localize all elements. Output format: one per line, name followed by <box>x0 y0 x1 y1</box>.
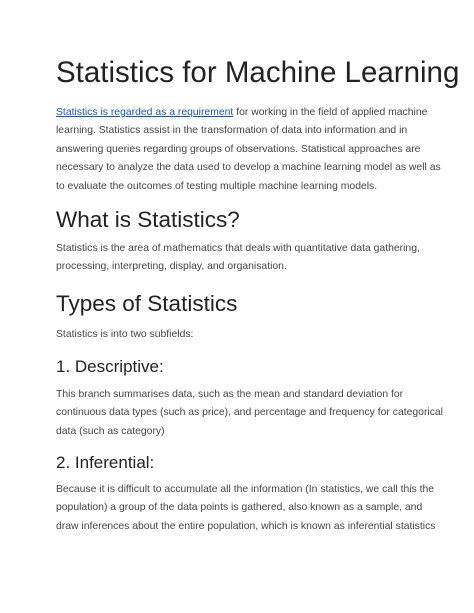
paragraph-line: draw inferences about the entire population, which is known as inferential statistics <box>56 520 436 532</box>
types-of-statistics-heading: Types of Statistics <box>56 291 238 316</box>
paragraph-line: Because it is difficult to accumulate all the information (In statistics, we call this the <box>56 484 435 495</box>
intro-line: to evaluate the outcomes of testing multiple machine learning models. <box>56 180 378 192</box>
intro-line-1 <box>56 104 441 122</box>
descriptive-paragraph <box>56 386 443 441</box>
types-of-statistics-paragraph <box>56 326 193 344</box>
inferential-heading: 2. Inferential: <box>56 453 155 472</box>
paragraph-line: continuous data types (such as price), and percentage and frequency for categorical <box>56 407 443 419</box>
intro-paragraph <box>56 104 441 196</box>
inferential-paragraph <box>56 481 435 536</box>
paragraph-line: Statistics is the area of mathematics that deals with quantitative data gathering, <box>56 243 420 254</box>
paragraph-line: data (such as category) <box>56 425 165 437</box>
paragraph-line: processing, interpreting, display, and organisation. <box>56 261 287 273</box>
requirement-link[interactable]: Statistics is regarded as a requirement <box>56 107 234 118</box>
what-is-statistics-paragraph <box>56 240 420 277</box>
intro-line: necessary to analyze the data used to develop a machine learning model as well as <box>56 162 441 174</box>
descriptive-heading: 1. Descriptive: <box>56 357 164 376</box>
intro-line: learning. Statistics assist in the transformation of data into information and in <box>56 125 408 137</box>
paragraph-line: population) a group of the data points is gathered, also known as a sample, and <box>56 502 423 514</box>
paragraph-line: This branch summarises data, such as the mean and standard deviation for <box>56 389 404 400</box>
paragraph-line: Statistics is into two subfields: <box>56 329 194 340</box>
document-title: Statistics for Machine Learning <box>56 56 460 89</box>
what-is-statistics-heading: What is Statistics? <box>56 207 240 232</box>
intro-line: answering queries regarding groups of observations. Statistical approaches are <box>56 143 421 155</box>
intro-line-1-rest: for working in the field of applied machine <box>233 107 428 118</box>
